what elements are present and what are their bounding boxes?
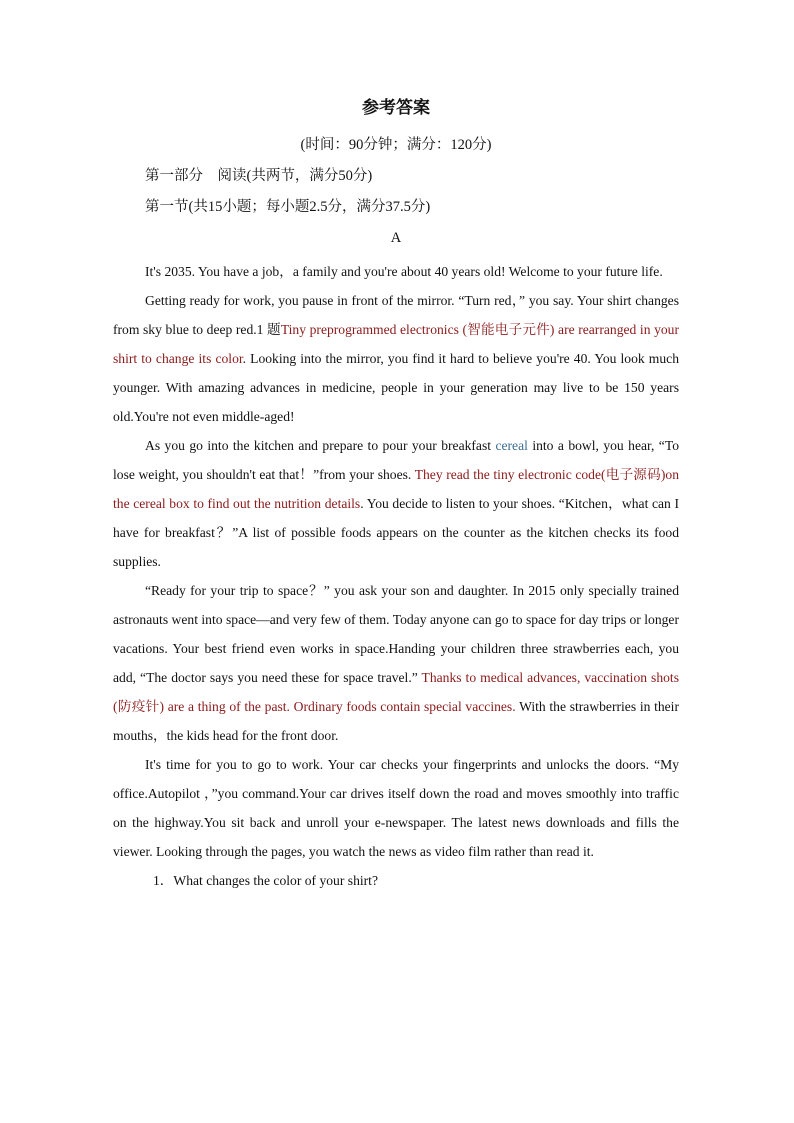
question-number: 1． <box>153 873 174 888</box>
part-heading: 第一部分 阅读(共两节，满分50分) <box>145 168 373 184</box>
paragraph-4-text-a: “Ready for your trip to space？” you ask your son and daughter. In 2015 only specially trained astronauts went into space—and very few of them. Today anyone can go to space for day trips or longer vacations. Your best friend even works in space.Handing your children three strawberries each, you add, “The doctor says you need these for space travel.” <box>113 583 679 685</box>
exam-meta: (时间：90分钟；满分：120分) <box>300 137 492 153</box>
paragraph-2 <box>113 286 679 431</box>
answer-highlight-1: Tiny preprogrammed electronics (智能电子元件) are rearranged in your shirt to change its color <box>113 322 679 366</box>
paragraph-2-text-a: Getting ready for work, you pause in front of the mirror. “Turn red，” you say. Your shirt changes from sky blue to deep red.1 题 <box>113 293 679 337</box>
paragraph-4 <box>113 576 679 750</box>
paragraph-1 <box>113 257 679 286</box>
paragraph-4-text-b: With the strawberries in their mouths，the kids head for the front door. <box>113 699 679 743</box>
answer-highlight-3: Thanks to medical advances, vaccination shots (防疫针) are a thing of the past. Ordinary foods contain special vaccines. <box>113 670 679 714</box>
question-1 <box>113 866 679 895</box>
answer-highlight-2: They read the tiny electronic code(电子源码)on the cereal box to find out the nutrition details <box>113 467 679 511</box>
paragraph-1-text: It's 2035. You have a job，a family and you're about 40 years old! Welcome to your future life. <box>145 264 663 279</box>
paragraph-3-text-c: . You decide to listen to your shoes. “Kitchen，what can I have for breakfast？”A list of possible foods appears on the counter as the kitchen checks its food supplies. <box>113 496 679 569</box>
paragraph-3-text-a: As you go into the kitchen and prepare to pour your breakfast <box>145 438 496 453</box>
question-text: What changes the color of your shirt? <box>173 873 378 888</box>
document-content <box>113 96 679 895</box>
document-title: 参考答案 <box>362 98 430 118</box>
paragraph-2-text-b: . Looking into the mirror, you find it hard to believe you're 40. You look much younger. With amazing advances in medicine, people in your generation may live to be 150 years old.You're not even middle-aged! <box>113 351 679 424</box>
paragraph-3-text-b: into a bowl, you hear, “To lose weight, you shouldn't eat that！”from your shoes. <box>113 438 679 482</box>
keyword-highlight: cereal <box>495 438 528 453</box>
paragraph-3 <box>113 431 679 576</box>
section-heading: 第一节(共15小题；每小题2.5分，满分37.5分) <box>145 199 431 215</box>
paragraph-5 <box>113 750 679 866</box>
passage-letter: A <box>390 230 402 246</box>
paragraph-5-text: It's time for you to go to work. Your car checks your fingerprints and unlocks the doors. “My office.Autopilot ，”you command.Your car drives itself down the road and moves smoothly into traffic on the highway.You sit back and unroll your e-newspaper. The latest news downloads and fills the viewer. Looking through the pages, you watch the news as video film rather than read it. <box>113 757 679 859</box>
